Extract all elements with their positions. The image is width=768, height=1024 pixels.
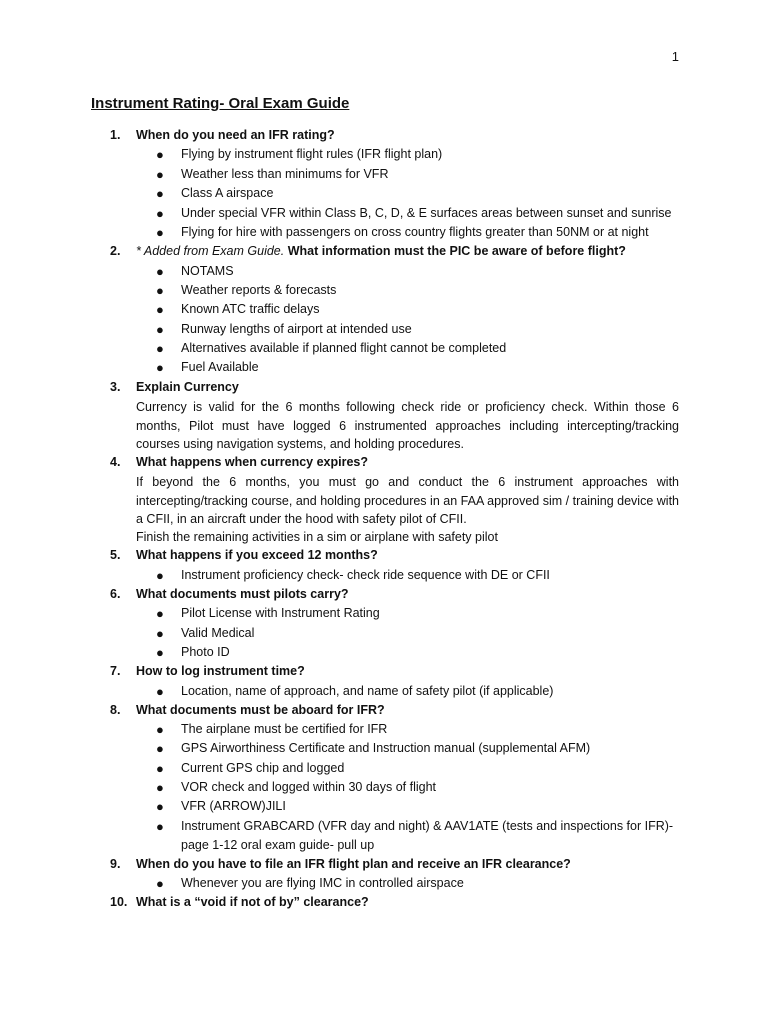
bullet-icon: ● (156, 302, 164, 317)
question-number: 4. (110, 455, 121, 469)
bullet-icon: ● (156, 741, 164, 756)
bullet-icon: ● (156, 322, 164, 337)
bullet-icon: ● (156, 186, 164, 201)
question-number: 3. (110, 380, 121, 394)
question-text: Explain Currency (136, 380, 239, 394)
bullet-icon: ● (156, 264, 164, 279)
answer-paragraph: Currency is valid for the 6 months following check ride or proficiency check. Within those 6 months, Pilot must have logged 6 instrumented approaches including intercepting/tracking courses using navigation systems, and holding procedures. (136, 400, 679, 452)
question-text: * Added from Exam Guide. What information must the PIC be aware of before flight? (136, 244, 626, 258)
question-number: 2. (110, 244, 121, 258)
question-text: What happens if you exceed 12 months? (136, 548, 378, 562)
question-number: 6. (110, 587, 121, 601)
question-text: What happens when currency expires? (136, 455, 369, 469)
document-page: 1 Instrument Rating- Oral Exam Guide 1. When do you need an IFR rating? ● Flying by instrument flight rules (IFR flight plan) ● Weather less than minimums for VFR ● Class A airspace ● Under special VFR within Class B, C, D, & E surfaces areas between sunset and sunrise ● Flying for hire with passengers on cross country flights greater than 50NM or at night 2. * Added from Exam Guide. What information must the PIC be aware of before flight? ● NOTAMS ● Weather reports & forecasts ● Known ATC traffic delays ● Runway lengths of airport at intended use ● Alternatives available if planned flight cannot be completed ● Fuel Available 3. Explain Currency Currency is valid for the 6 months following check ride or proficiency check. Within those 6 months, Pilot must have logged 6 instrumented approaches including intercepting/tracking courses using navigation systems, and holding procedures. 4. What happens when currency expires? If beyond the 6 months, you must go and conduct the 6 instrument approaches with intercepting/tracking course, and holding procedures in an FAA approved sim / training device with a CFII, in an aircraft under the hood with safety pilot of CFII. Finish the remaining activities in a sim or airplane with safety pilot 5. What happens if you exceed 12 months? ● Instrument proficiency check- check ride sequence with DE or CFII 6. What documents must pilots carry? ● Pilot License with Instrument Rating ● Valid Medical ● Photo ID 7. How to log instrument time? ● Location, name of approach, and name of safety pilot (if applicable) 8. What documents must be aboard for IFR? ● The airplane must be certified for IFR ● GPS Airworthiness Certificate and Instruction manual (supplemental AFM) ● Current GPS chip and logged ● VOR check and logged within 30 days of flight ● VFR (ARROW)JILI ● Instrument GRABCARD (VFR day and night) & AAV1ATE (tests and inspections for IFR)- page 1-12 oral exam guide- pull up 9. When do you have to file an IFR flight plan and receive an IFR clearance? ● Whenever you are flying IMC in controlled airspace 10. What is a “void if not of by” clearance? (91, 49, 679, 909)
question-number: 1. (110, 128, 121, 142)
bullet-icon: ● (156, 761, 164, 776)
question-text: When do you need an IFR rating? (136, 128, 335, 142)
document-title: Instrument Rating- Oral Exam Guide (91, 95, 350, 112)
page-number: 1 (671, 49, 679, 64)
bullet-icon: ● (156, 568, 164, 583)
question-text: What is a “void if not of by” clearance? (136, 895, 369, 909)
question-number: 10. (110, 895, 128, 909)
bullet-icon: ● (156, 167, 164, 182)
bullet-icon: ● (156, 780, 164, 795)
question-number: 5. (110, 548, 121, 562)
answer-line: Finish the remaining activities in a sim or airplane with safety pilot (136, 530, 498, 544)
question-number: 8. (110, 703, 121, 717)
bullet-icon: ● (156, 876, 164, 891)
question-text: What documents must pilots carry? (136, 587, 349, 601)
bullet-icon: ● (156, 722, 164, 737)
answer-paragraph: If beyond the 6 months, you must go and conduct the 6 instrument approaches with intercepting/tracking course, and holding procedures in an FAA approved sim / training device with a CFII, in an aircraft under the hood with safety pilot of CFII. (136, 475, 679, 527)
bullet-icon: ● (156, 147, 164, 162)
bullet-icon: ● (156, 799, 164, 814)
question-number: 9. (110, 857, 121, 871)
question-text: When do you have to file an IFR flight plan and receive an IFR clearance? (136, 857, 571, 871)
bullet-icon: ● (156, 225, 164, 240)
question-text: How to log instrument time? (136, 664, 305, 678)
bullet-icon: ● (156, 626, 164, 641)
bullet-icon: ● (156, 360, 164, 375)
bullet-icon: ● (156, 645, 164, 660)
question-note: * Added from Exam Guide. (136, 244, 285, 258)
question-text: What documents must be aboard for IFR? (136, 703, 385, 717)
bullet-icon: ● (156, 819, 164, 834)
bullet-icon: ● (156, 283, 164, 298)
bullet-icon: ● (156, 684, 164, 699)
question-number: 7. (110, 664, 121, 678)
bullet-icon: ● (156, 606, 164, 621)
bullet-icon: ● (156, 206, 164, 221)
bullet-icon: ● (156, 341, 164, 356)
